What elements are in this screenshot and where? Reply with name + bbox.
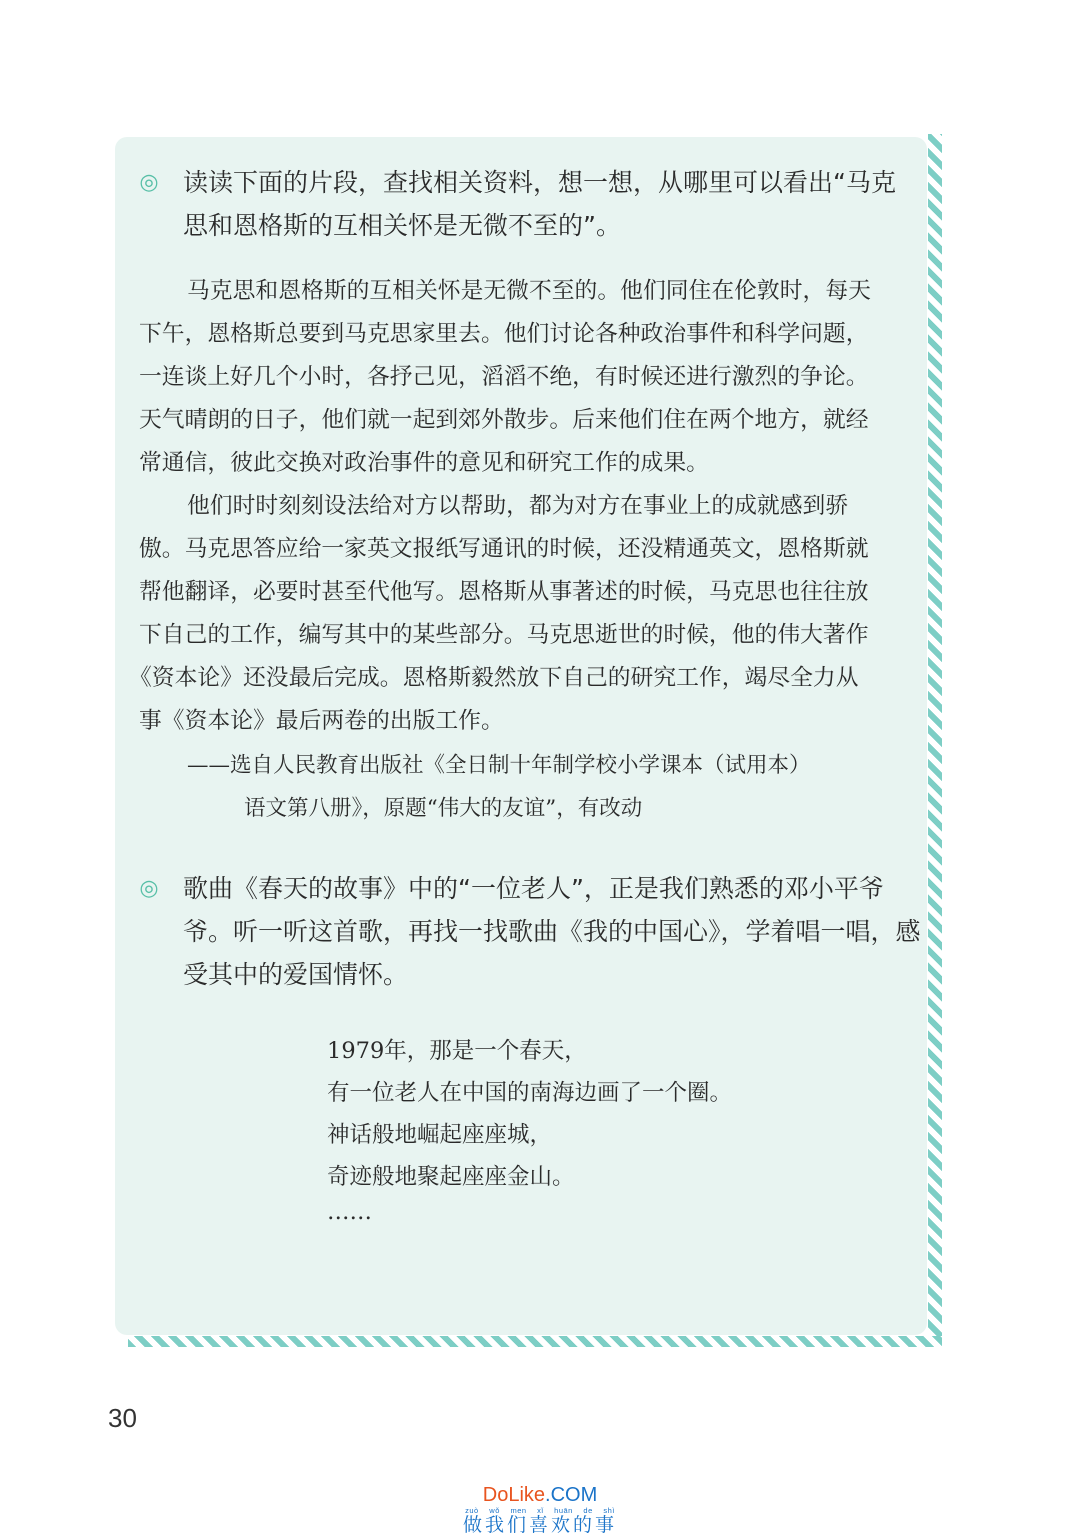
bullet-icon: ◎ xyxy=(139,170,159,195)
passage-line-7: 傲。马克思答应给一家英文报纸写通讯的时候，还没精通英文，恩格斯就 xyxy=(139,536,869,562)
watermark-brand xyxy=(440,1484,640,1506)
source-citation-line-2: 语文第八册》，原题“伟大的友谊”，有改动 xyxy=(244,796,643,821)
watermark-brand-part-2: .COM xyxy=(545,1484,598,1506)
watermark-pinyin: zuò wǒ men xǐ huān de shì xyxy=(465,1506,615,1515)
passage-line-10: 《资本论》还没最后完成。恩格斯毅然放下自己的研究工作，竭尽全力从 xyxy=(129,665,859,691)
watermark-logo xyxy=(440,1484,640,1537)
card-stripe-right xyxy=(928,134,942,1344)
page-number: 30 xyxy=(108,1403,137,1433)
passage-line-9: 下自己的工作，编写其中的某些部分。马克思逝世的时候，他的伟大著作 xyxy=(139,622,869,648)
lyrics-line-4: 奇迹般地聚起座座金山。 xyxy=(327,1164,575,1190)
reading-passage xyxy=(129,270,917,750)
watermark-brand-part-1: DoLike xyxy=(482,1484,546,1506)
passage-line-1: 马克思和恩格斯的互相关怀是无微不至的。他们同住在伦敦时，每天 xyxy=(187,278,871,304)
watermark-slogan: 做我们喜欢的事 xyxy=(462,1515,617,1536)
task-1-line-1: 读读下面的片段，查找相关资料，想一想，从哪里可以看出“马克 xyxy=(183,168,896,197)
passage-line-5: 常通信，彼此交换对政治事件的意见和研究工作的成果。 xyxy=(139,450,709,476)
task-1 xyxy=(137,160,917,250)
lyrics-line-3: 神话般地崛起座座城， xyxy=(327,1122,553,1148)
passage-line-11: 事《资本论》最后两卷的出版工作。 xyxy=(139,708,504,734)
task-2-line-1: 歌曲《春天的故事》中的“一位老人”，正是我们熟悉的邓小平爷 xyxy=(183,874,884,903)
source-citation-line-1: ——选自人民教育出版社《全日制十年制学校小学课本（试用本） xyxy=(187,753,811,778)
task-2 xyxy=(137,866,921,1001)
passage-line-2: 下午，恩格斯总要到马克思家里去。他们讨论各种政治事件和科学问题， xyxy=(139,321,869,347)
lyrics-line-2: 有一位老人在中国的南海边画了一个圈。 xyxy=(327,1080,733,1106)
card-stripe-bottom xyxy=(128,1336,942,1347)
passage-line-6: 他们时时刻刻设法给对方以帮助，都为对方在事业上的成就感到骄 xyxy=(187,493,849,519)
lyrics-line-5: …… xyxy=(327,1199,372,1225)
passage-line-4: 天气晴朗的日子，他们就一起到郊外散步。后来他们住在两个地方，就经 xyxy=(139,407,869,433)
task-2-line-3: 受其中的爱国情怀。 xyxy=(183,960,409,989)
passage-line-8: 帮他翻译，必要时甚至代他写。恩格斯从事著述的时候，马克思也往往放 xyxy=(139,579,869,605)
task-2-line-2: 爷。听一听这首歌，再找一找歌曲《我的中国心》，学着唱一唱，感 xyxy=(183,917,921,946)
passage-line-3: 一连谈上好几个小时，各抒己见，滔滔不绝，有时候还进行激烈的争论。 xyxy=(139,364,869,390)
lyrics-line-1: 1979年，那是一个春天， xyxy=(327,1038,587,1064)
bullet-icon: ◎ xyxy=(139,876,159,901)
task-1-line-2: 思和恩格斯的互相关怀是无微不至的”。 xyxy=(183,211,621,240)
